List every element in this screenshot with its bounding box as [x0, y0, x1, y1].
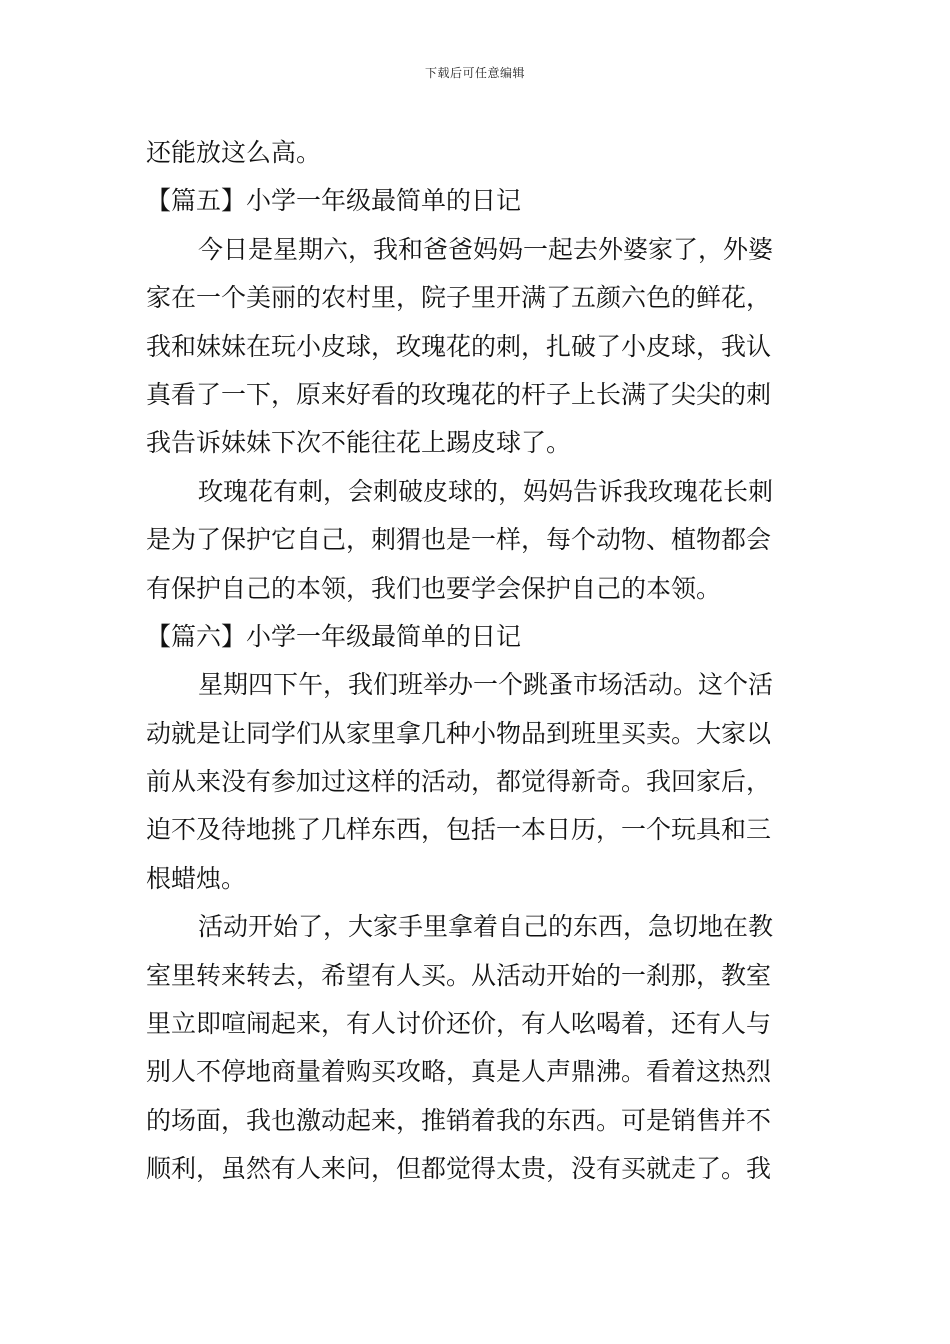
- section-title-six: 【篇六】小学一年级最简单的日记: [146, 621, 522, 651]
- document-body: [146, 129, 806, 1194]
- text-line: 有保护自己的本领，我们也要学会保护自己的本领。: [146, 573, 722, 603]
- paragraph-start: 玫瑰花有刺，会刺破皮球的，妈妈告诉我玫瑰花长刺: [198, 476, 774, 506]
- text-line: 的场面，我也激动起来，推销着我的东西。可是销售并不: [146, 1105, 772, 1135]
- text-line: 室里转来转去，希望有人买。从活动开始的一刹那，教室: [146, 960, 772, 990]
- paragraph-start: 星期四下午，我们班举办一个跳蚤市场活动。这个活: [198, 670, 774, 700]
- text-line: 顺利，虽然有人来问，但都觉得太贵，没有买就走了。我: [146, 1154, 772, 1184]
- section-title-five: 【篇五】小学一年级最简单的日记: [146, 186, 522, 216]
- text-line: 我和妹妹在玩小皮球，玫瑰花的刺，扎破了小皮球，我认: [146, 331, 772, 361]
- text-line: 根蜡烛。: [146, 863, 247, 893]
- page-header: 下载后可任意编辑: [424, 66, 525, 80]
- text-line: 我告诉妹妹下次不能往花上踢皮球了。: [146, 428, 572, 458]
- paragraph-start: 今日是星期六，我和爸爸妈妈一起去外婆家了，外婆: [198, 234, 774, 264]
- text-line: 真看了一下，原来好看的玫瑰花的杆子上长满了尖尖的刺: [146, 379, 772, 409]
- text-line: 迫不及待地挑了几样东西，包括一本日历，一个玩具和三: [146, 815, 772, 845]
- text-line: 里立即喧闹起来，有人讨价还价，有人吆喝着，还有人与: [146, 1009, 772, 1039]
- text-line: 是为了保护它自己，刺猬也是一样，每个动物、植物都会: [146, 525, 772, 555]
- text-line: 动就是让同学们从家里拿几种小物品到班里买卖。大家以: [146, 718, 772, 748]
- text-line: 前从来没有参加过这样的活动，都觉得新奇。我回家后，: [146, 767, 772, 797]
- paragraph-start: 活动开始了，大家手里拿着自己的东西，急切地在教: [198, 912, 774, 942]
- text-line: 家在一个美丽的农村里，院子里开满了五颜六色的鲜花，: [146, 283, 772, 313]
- text-line: 别人不停地商量着购买攻略，真是人声鼎沸。看着这热烈: [146, 1057, 772, 1087]
- text-line: 还能放这么高。: [146, 138, 322, 167]
